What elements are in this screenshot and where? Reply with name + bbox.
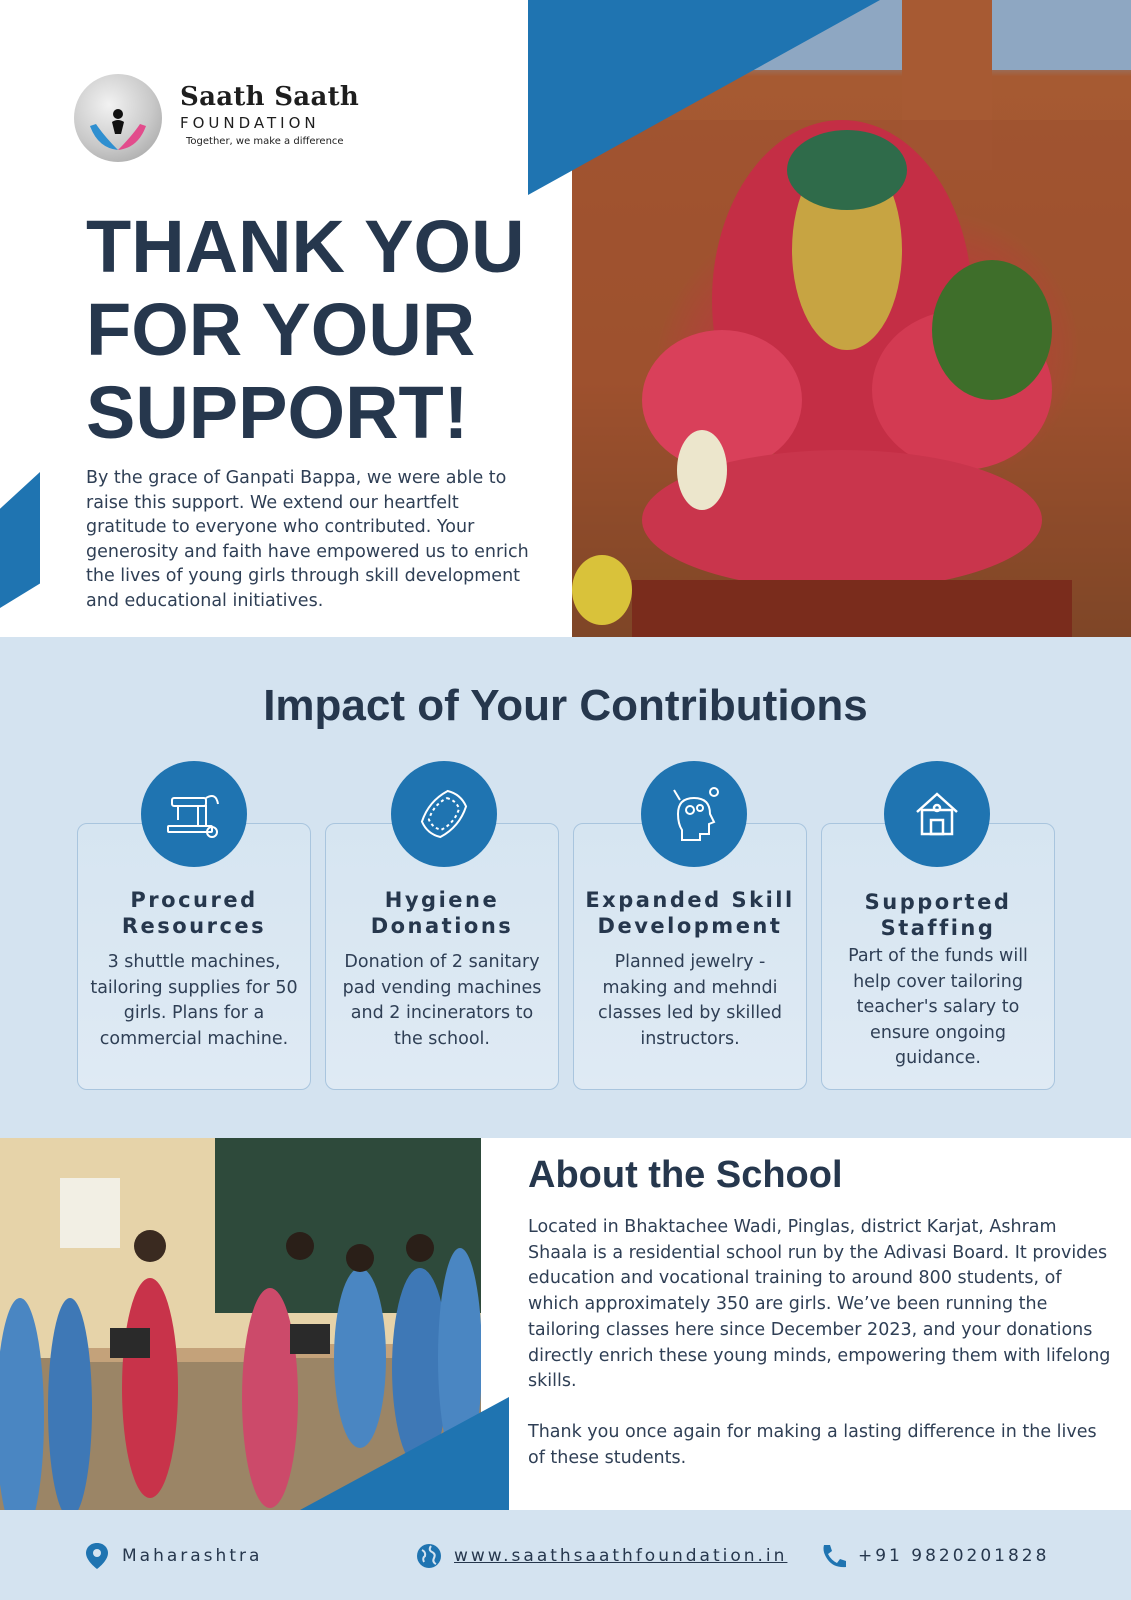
sewing-machine-icon xyxy=(141,761,247,867)
card-description: Donation of 2 sanitary pad vending machines and 2 incinerators to the school. xyxy=(342,952,542,1049)
footer-phone-number[interactable]: +91 9820201828 xyxy=(858,1546,1050,1566)
location-pin-icon xyxy=(84,1542,110,1570)
footer-location xyxy=(84,1540,262,1572)
decorative-blue-band xyxy=(0,472,40,608)
globe-icon xyxy=(416,1542,442,1570)
card-title: Expanded Skill Development xyxy=(585,888,795,938)
logo-foundation-word: FOUNDATION xyxy=(180,114,320,132)
head-ideas-icon xyxy=(641,761,747,867)
footer-location-text: Maharashtra xyxy=(122,1546,263,1566)
phone-icon xyxy=(820,1542,846,1570)
decorative-blue-triangle xyxy=(300,1397,509,1510)
card-description: Planned jewelry - making and mehndi classes led by skilled instructors. xyxy=(598,952,782,1049)
about-heading: About the School xyxy=(528,1154,843,1196)
school-house-icon xyxy=(884,761,990,867)
about-thanks-paragraph: Thank you once again for making a lasting difference in the lives of these students. xyxy=(528,1422,1097,1468)
footer-website-link[interactable]: www.saathsaathfoundation.in xyxy=(454,1546,788,1566)
decorative-blue-triangle xyxy=(528,0,880,195)
about-paragraph: Located in Bhaktachee Wadi, Pinglas, district Karjat, Ashram Shaala is a residential school run by the Adivasi Board. It provides education and vocational training to around 800 students, of which approximately 350 are girls. We’ve been running the tailoring classes here since December 2023, and your donations directly enrich these young minds, empowering them with lifelong skills. xyxy=(528,1217,1111,1392)
sanitary-pad-icon xyxy=(391,761,497,867)
logo-tagline: Together, we make a difference xyxy=(186,136,344,147)
footer-website[interactable] xyxy=(416,1540,787,1572)
card-title: Procured Resources xyxy=(121,888,267,938)
logo-brand-name: Saath Saath xyxy=(180,82,360,112)
hero-paragraph: By the grace of Ganpati Bappa, we were able to raise this support. We extend our heartfelt gratitude to everyone who contributed. Your generosity and faith have empowered us to enrich the lives of young girls through skill development and educational initiatives. xyxy=(86,468,529,611)
card-title: Hygiene Donations xyxy=(370,888,514,938)
foundation-logo[interactable] xyxy=(74,74,360,164)
card-description: 3 shuttle machines, tailoring supplies for 50 girls. Plans for a commercial machine. xyxy=(90,952,298,1049)
card-title: Supported Staffing xyxy=(864,890,1012,940)
card-description: Part of the funds will help cover tailoring teacher's salary to ensure ongoing guidance. xyxy=(848,946,1028,1068)
footer-phone[interactable] xyxy=(820,1540,1049,1572)
logo-emblem-icon xyxy=(74,74,162,162)
hero-section xyxy=(0,0,1131,637)
impact-heading: Impact of Your Contributions xyxy=(263,681,868,730)
hero-title: THANK YOU FOR YOUR SUPPORT! xyxy=(86,205,525,454)
